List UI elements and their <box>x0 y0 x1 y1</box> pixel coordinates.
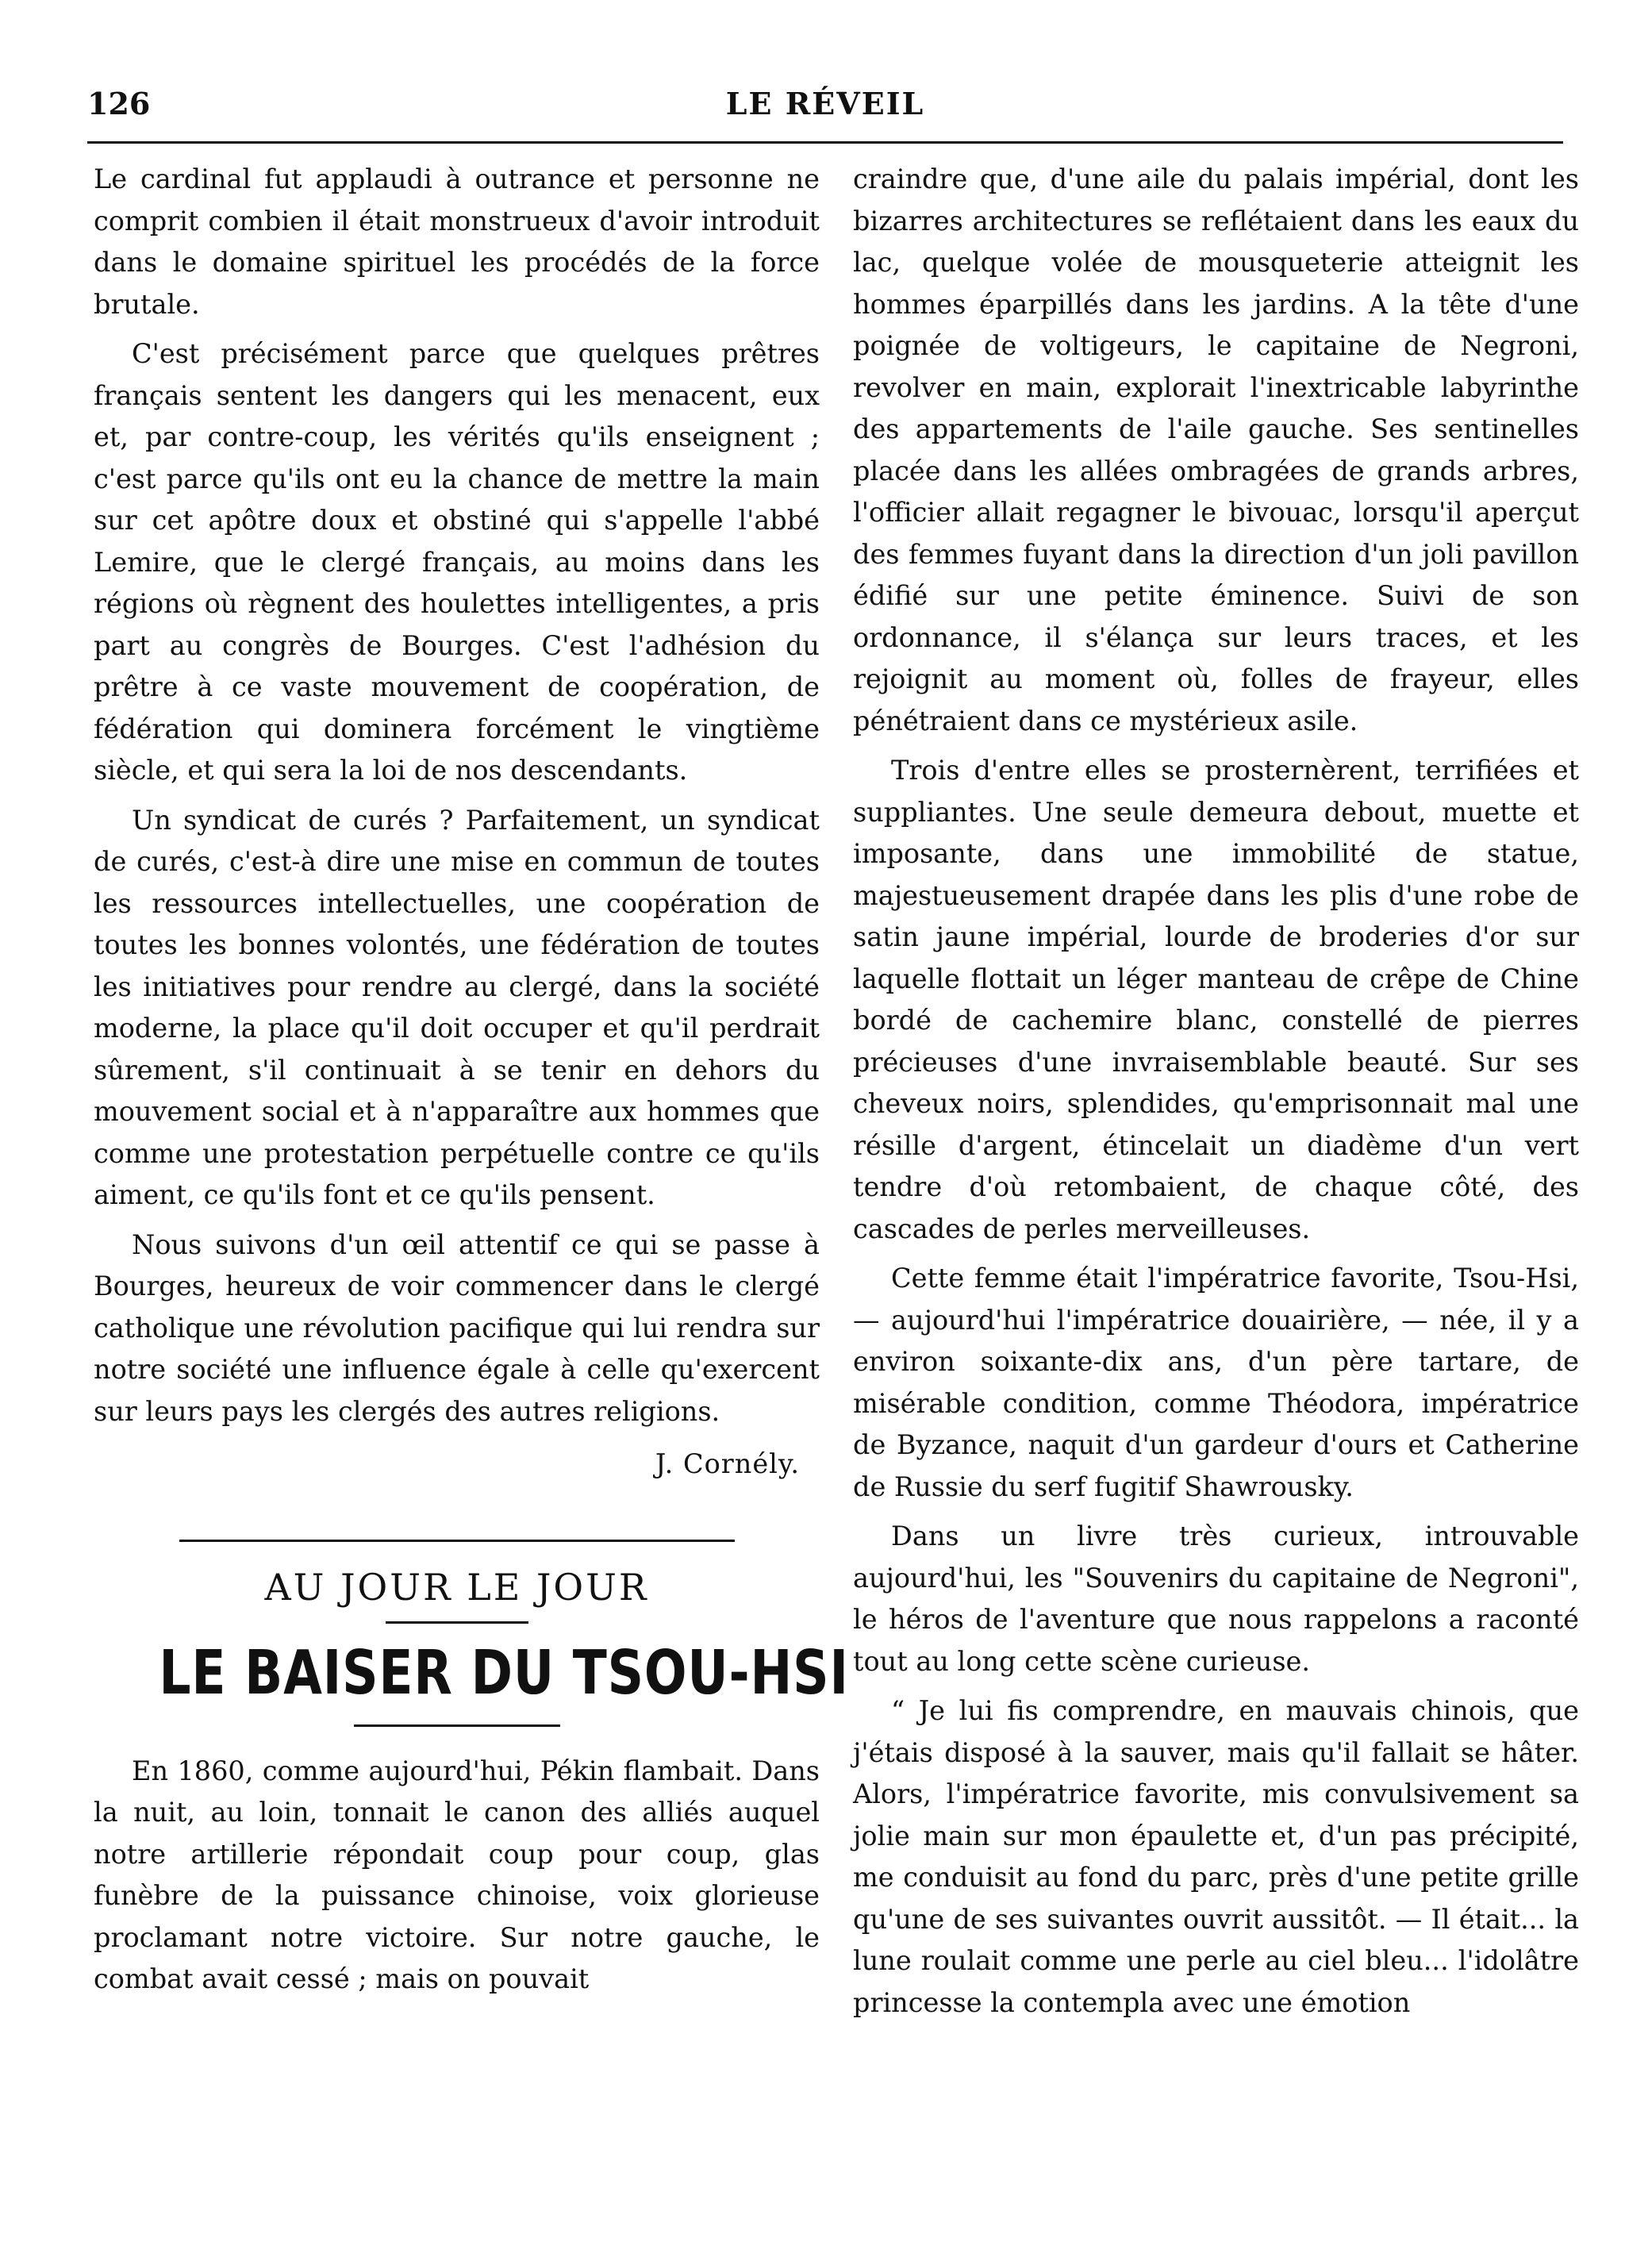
author-signature: J. Cornély. <box>655 1448 800 1479</box>
page-number: 126 <box>87 86 151 121</box>
page-header <box>87 79 1563 135</box>
article-opening-paragraph: En 1860, comme aujourd'hui, Pékin flambait. Dans la nuit, au loin, tonnait le canon des alliés auquel notre artillerie répondait coup pour coup, glas funèbre de la puissance chinoise, voix glorieuse proclamant notre victoire. Sur notre gauche, le combat avait cessé ; mais on pouvait <box>94 1755 820 1994</box>
paragraph: “ Je lui fis comprendre, en mauvais chinois, que j'étais disposé à la sauver, mais qu'il fallait se hâter. Alors, l'impératrice favorite, mis convulsivement sa jolie main sur mon épaulette et, d'un pas précipité, me conduisit au fond du parc, près d'une petite grille qu'une de ses suivantes ouvrit aussitôt. — Il était... la lune roulait comme une perle au ciel bleu... l'idolâtre princesse la contempla avec une émotion <box>853 1695 1579 2018</box>
paragraph: Trois d'entre elles se prosternèrent, terrifiées et suppliantes. Une seule demeura debout, muette et imposante, dans une immobilité de statue, majestueusement drapée dans les plis d'une robe de satin jaune impérial, lourde de broderies d'or sur laquelle flottait un léger manteau de crêpe de Chine bordé de cachemire blanc, constellé de pierres précieuses d'une invraisemblable beauté. Sur ses cheveux noirs, splendides, qu'emprisonnait mal une résille d'argent, étincelait un diadème d'un vert tendre d'où retombaient, de chaque côté, des cascades de perles merveilleuses. <box>853 755 1579 1244</box>
section-kicker: AU JOUR LE JOUR <box>264 1565 649 1609</box>
paragraph: Cette femme était l'impératrice favorite, Tsou-Hsi, — aujourd'hui l'impératrice douairière, — née, il y a environ soixante-dix ans, d'un père tartare, de misérable condition, comme Théodora, impératrice de Byzance, naquit d'un gardeur d'ours et Catherine de Russie du serf fugitif Shawrousky. <box>853 1263 1579 1502</box>
kicker-rule <box>386 1621 528 1624</box>
section-divider <box>179 1540 735 1542</box>
running-title: LE RÉVEIL <box>725 86 925 121</box>
paragraph: Dans un livre très curieux, introuvable aujourd'hui, les "Souvenirs du capitaine de Negroni", le héros de l'aventure que nous rappelons a raconté tout au long cette scène curieuse. <box>853 1521 1579 1677</box>
paragraph: craindre que, d'une aile du palais impérial, dont les bizarres architectures se reflétaient dans les eaux du lac, quelque volée de mousqueterie atteignit les hommes éparpillés dans les jardins. A la tête d'une poignée de voltigeurs, le capitaine de Negroni, revolver en main, explorait l'inextricable labyrinthe des appartements de l'aile gauche. Ses sentinelles placée dans les allées ombragées de grands arbres, l'officier allait regagner le bivouac, lorsqu'il aperçut des femmes fuyant dans la direction d'un joli pavillon édifié sur une petite éminence. Suivi de son ordonnance, il s'élança sur leurs traces, et les rejoignit au moment où, folles de frayeur, elles pénétraient dans ce mystérieux asile. <box>853 163 1579 736</box>
paragraph: C'est précisément parce que quelques prêtres français sentent les dangers qui les menacent, eux et, par contre-coup, les vérités qu'ils enseignent ; c'est parce qu'ils ont eu la chance de mettre la main sur cet apôtre doux et obstiné qui s'appelle l'abbé Lemire, que le clergé français, au moins dans les régions où règnent des houlettes intelligentes, a pris part au congrès de Bourges. C'est l'adhésion du prêtre à ce vaste mouvement de coopération, de fédération qui dominera forcément le vingtième siècle, et qui sera la loi de nos descendants. <box>94 338 820 786</box>
right-column <box>853 159 1579 2032</box>
column-gutter <box>836 159 837 2222</box>
article-title: LE BAISER DU TSOU-HSI <box>159 1637 849 1709</box>
left-column <box>94 159 849 2009</box>
paragraph: Un syndicat de curés ? Parfaitement, un syndicat de curés, c'est-à dire une mise en commun de toutes les ressources intellectuelles, une coopération de toutes les bonnes volontés, une fédération de toutes les initiatives pour rendre au clergé, dans la société moderne, la place qu'il doit occuper et qu'il perdrait sûrement, s'il continuait à se tenir en dehors du mouvement social et à n'apparaître aux hommes que comme une protestation perpétuelle contre ce qu'ils aiment, ce qu'ils font et ce qu'ils pensent. <box>94 804 820 1210</box>
paragraph: Nous suivons d'un œil attentif ce qui se passe à Bourges, heureux de voir commencer dans le clergé catholique une révolution pacifique qui lui rendra sur notre société une influence égale à celle qu'exercent sur leurs pays les clergés des autres religions. <box>94 1228 820 1427</box>
header-rule <box>87 141 1563 144</box>
title-rule <box>354 1724 560 1727</box>
paragraph: Le cardinal fut applaudi à outrance et personne ne comprit combien il était monstrueux d'avoir introduit dans le domaine spirituel les procédés de la force brutale. <box>94 163 820 320</box>
